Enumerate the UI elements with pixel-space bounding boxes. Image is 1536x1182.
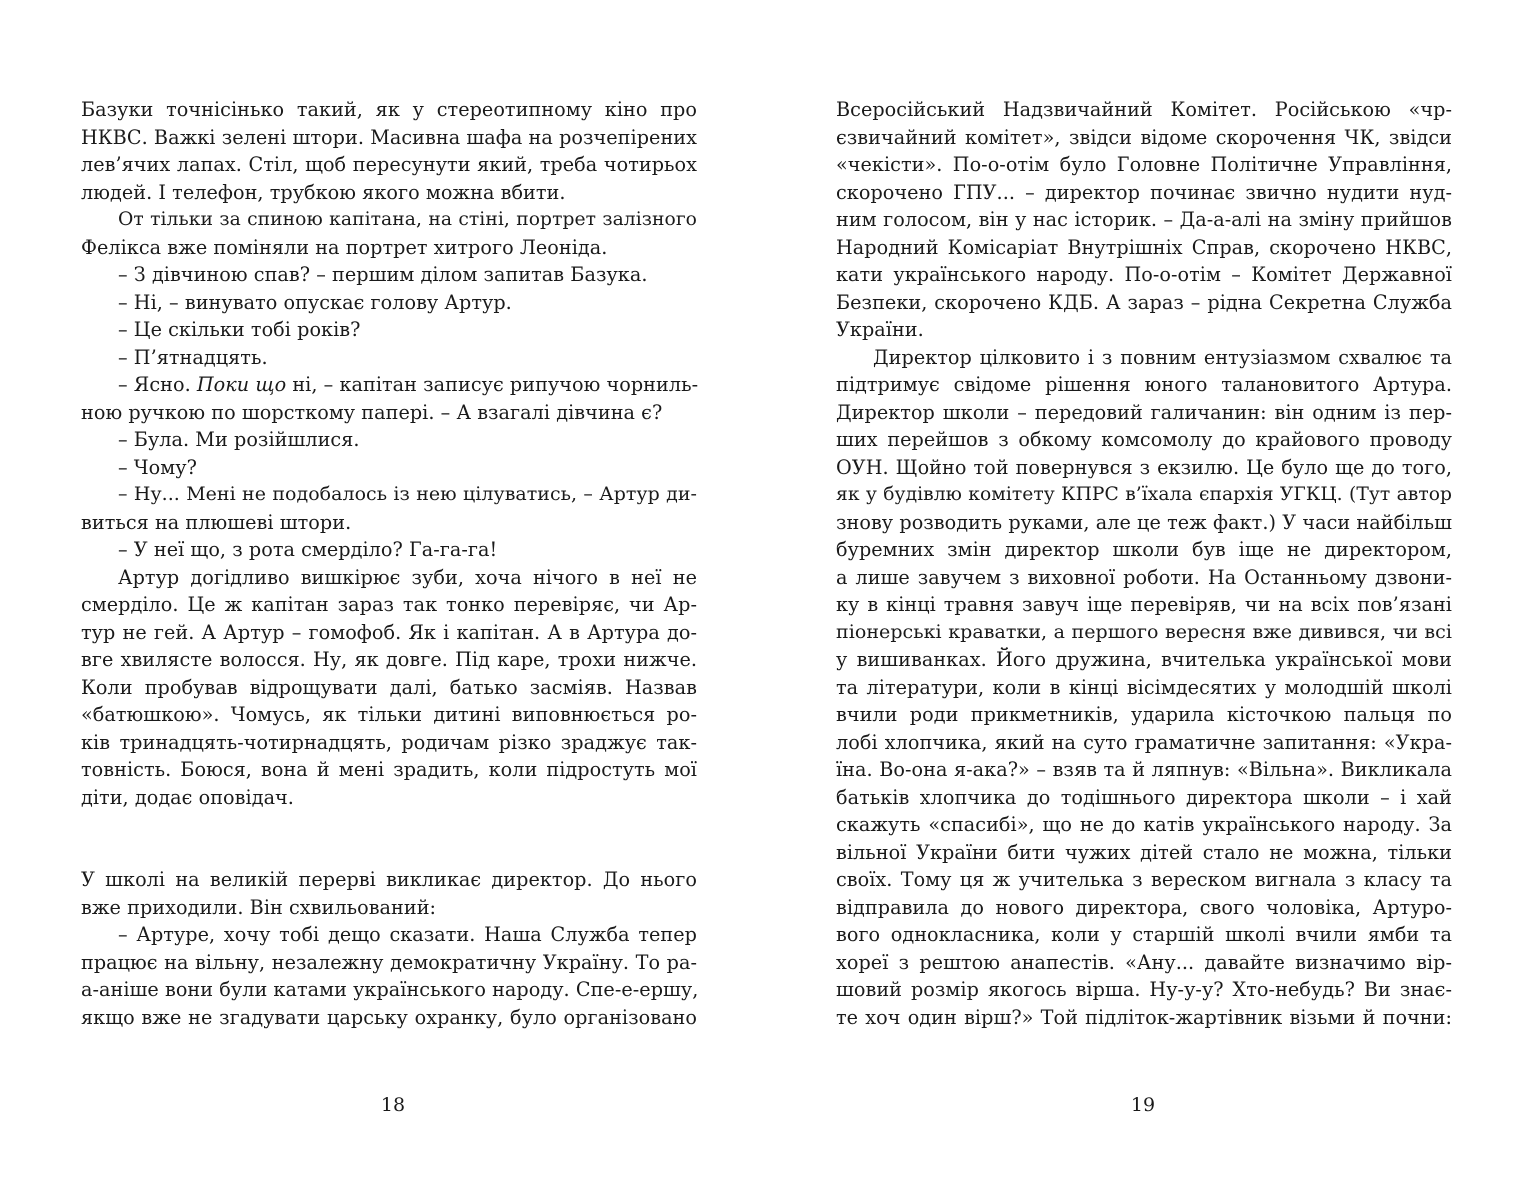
text-line: своїх. Тому ця ж учителька з вереском вигнала з класу та [836, 868, 1452, 891]
text-line: – Ну... Мені не подобалось із нею цілуватись, – Артур ди- [118, 483, 697, 505]
text-line: працює на вільну, незалежну демократичну Україну. То ра- [81, 950, 697, 974]
text-line: У школі на великій перерві викликає директор. До нього [81, 868, 697, 891]
text-line: лев’ячих лапах. Стіл, щоб пересунути який, треба чотирьох [81, 153, 697, 176]
text-line: «чекісти». По-о-отім було Головне Політичне Управління, [836, 153, 1452, 176]
text-line: Народний Комісаріат Внутрішніх Справ, скорочено НКВС, [836, 235, 1452, 259]
section-break [81, 811, 697, 866]
italic-phrase: Поки що [196, 373, 287, 396]
text-line: ною ручкою по шорсткому папері. – А взагалі дівчина є? [81, 400, 663, 424]
text-line: От тільки за спиною капітана, на стіні, портрет залізного [118, 209, 697, 230]
text-line: Директор школи – передовий галичанин: він одним із пер- [836, 400, 1452, 424]
text-line: Фелікса вже поміняли на портрет хитрого Леоніда. [81, 235, 608, 259]
text-line: – П’ятнадцять. [118, 345, 268, 369]
text-line: – Чому? [118, 455, 197, 479]
text-line: скорочено ГПУ... – директор починає звично нудити нуд- [836, 180, 1452, 204]
text-line: хореї з рештою анапестів. «Ану... давайте визначимо вір- [836, 950, 1452, 974]
text-line: єзвичайний комітет», звідси відоме скорочення ЧК, звідси [836, 125, 1452, 149]
text-line: Директор цілковито і з повним ентузіазмом схвалює та [873, 345, 1452, 369]
page-number-left: 18 [380, 1094, 406, 1116]
text-line: підтримує свідоме рішення юного талановитого Артура. [836, 373, 1452, 396]
text-line: лобі хлопчика, який на суто граматичне запитання: «Укра- [836, 730, 1452, 754]
text-line: Базуки точнісінько такий, як у стереотипному кіно про [81, 98, 697, 121]
text-line: ших перейшов з обкому комсомолу до крайового проводу [836, 428, 1452, 451]
text-line: якщо вже не згадувати царську охранку, було організовано [81, 1005, 697, 1029]
text-line: – У неї що, з рота смерділо? Га-га-га! [118, 538, 498, 561]
text-line: вже приходили. Він схвильований: [81, 895, 437, 919]
text-line: – Артуре, хочу тобі дещо сказати. Наша Служба тепер [118, 923, 697, 946]
text-line: – З дівчиною спав? – першим ділом запитав Базука. [118, 263, 648, 286]
text-line: діти, додає оповідач. [81, 785, 294, 809]
text-line: а лише завучем з виховної роботи. На Останньому дзвони- [836, 565, 1452, 589]
text-line: батьків хлопчика до тодішнього директора школи – і хай [836, 785, 1452, 809]
line-head: – Ясно. [118, 373, 197, 396]
text-line: України. [836, 318, 924, 341]
text-line: ку в кінці травня завуч іще перевіряв, чи на всіх пов’язані [836, 593, 1452, 616]
text-line: їна. Во-она я-ака?» – взяв та й ляпнув: «Вільна». Викликала [836, 758, 1452, 781]
text-line: а-аніше вони були катами українського народу. Спе-е-ершу, [81, 978, 699, 1001]
text-line: вого однокласника, коли у старшій школі вчили ямби та [836, 923, 1452, 946]
text-line: та літератури, коли в кінці вісімдесятих у молодшій школі [836, 675, 1452, 699]
left-page-text [81, 96, 697, 1031]
text-line: відправила до нового директора, свого чоловіка, Артуро- [836, 895, 1452, 919]
text-line: шовий розмір якогось вірша. Ну-у-у? Хто-небудь? Ви знає- [836, 978, 1452, 1001]
text-line: – Це скільки тобі років? [118, 318, 361, 341]
text-line: Коли пробував відрощувати далі, батько засміяв. Назвав [81, 675, 697, 699]
text-line: те хоч один вірш?» Той підліток-жартівник візьми й почни: [836, 1005, 1452, 1029]
text-line: НКВС. Важкі зелені штори. Масивна шафа на розчепірених [81, 125, 697, 149]
text-line: ним голосом, він у нас історик. – Да-а-алі на зміну прийшов [836, 208, 1452, 231]
text-line: у вишиванках. Його дружина, вчителька української мови [836, 648, 1452, 671]
text-line: вчили роди прикметників, ударила кісточкою пальця по [836, 703, 1452, 726]
text-line: як у будівлю комітету КПРС в’їхала єпархія УГКЦ. (Тут автор [836, 484, 1452, 505]
text-line: ОУН. Щойно той повернувся з екзилю. Це було ще до того, [836, 455, 1452, 479]
text-line: вге хвилясте волосся. Ну, як довге. Під каре, трохи нижче. [81, 648, 697, 671]
text-line: Артур догідливо вишкірює зуби, хоча нічого в неї не [118, 565, 697, 589]
text-line: – Ні, – винувато опускає голову Артур. [118, 290, 512, 314]
text-line: смерділо. Це ж капітан зараз так тонко перевіряє, чи Ар- [81, 593, 697, 616]
text-line: виться на плюшеві штори. [81, 510, 352, 534]
text-line: кати українського народу. По-о-отім – Комітет Державної [836, 263, 1452, 286]
text-line-mixed [81, 371, 697, 399]
text-line: Всеросійський Надзвичайний Комітет. Російською «чр- [836, 98, 1452, 121]
text-line: піонерські краватки, а першого вересня вже дивився, чи всі [836, 620, 1452, 643]
line-tail: ні, – капітан записує рипучою чорниль- [286, 373, 699, 396]
text-line: буремних змін директор школи був іще не директором, [836, 538, 1452, 561]
text-line: «батюшкою». Чомусь, як тільки дитині виповнюється ро- [81, 703, 697, 726]
text-line: знову розводить руками, але це теж факт.) У часи найбільш [836, 510, 1452, 534]
text-line: вільної України бити чужих дітей стало не можна, тільки [836, 840, 1452, 864]
text-line: – Була. Ми розійшлися. [118, 428, 360, 451]
text-line: скажуть «спасибі», що не до катів українського народу. За [836, 813, 1452, 836]
right-page-text [836, 96, 1452, 1031]
text-line: Безпеки, скорочено КДБ. А зараз – рідна Секретна Служба [836, 290, 1452, 314]
page-number-right: 19 [1130, 1094, 1156, 1116]
text-line: ків тринадцять-чотирнадцять, родичам різко зраджує так- [81, 730, 697, 754]
text-line: товність. Боюся, вона й мені зрадить, коли підростуть мої [81, 758, 697, 781]
text-line: тур не гей. А Артур – гомофоб. Як і капітан. А в Артура до- [81, 620, 697, 644]
text-line: людей. І телефон, трубкою якого можна вбити. [81, 180, 566, 204]
